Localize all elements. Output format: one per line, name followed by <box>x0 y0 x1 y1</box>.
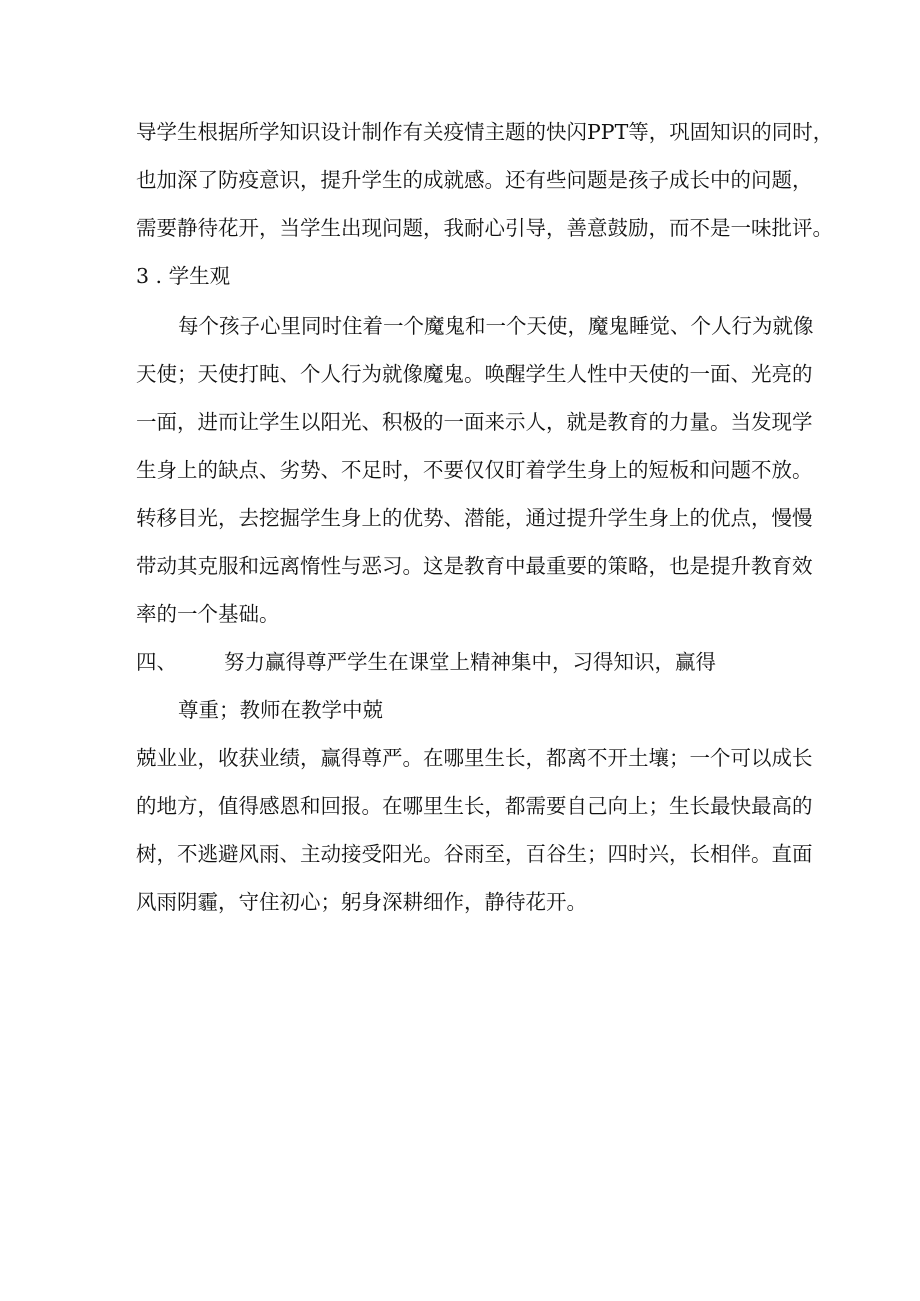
paragraph-4-line-4: 风雨阴霾，守住初心；躬身深耕细作，静待花开。 <box>136 890 587 914</box>
paragraph-1-line-3: 需要静待花开，当学生出现问题，我耐心引导，善意鼓励，而不是一味批评。 <box>136 216 833 240</box>
section-4-heading <box>136 648 716 676</box>
paragraph-1-line-2: 也加深了防疫意识，提升学生的成就感。还有些问题是孩子成长中的问题， <box>136 168 813 192</box>
paragraph-3-indented-line: 尊重；教师在教学中兢 <box>178 698 383 722</box>
paragraph-2-line-2: 天使；天使打盹、个人行为就像魔鬼。唤醒学生人性中天使的一面、光亮的 <box>136 362 813 386</box>
section-4-title: 努力赢得尊严学生在课堂上精神集中，习得知识，赢得 <box>224 650 716 674</box>
paragraph-2-line-5: 转移目光，去挖掘学生身上的优势、潜能，通过提升学生身上的优点，慢慢 <box>136 506 813 530</box>
paragraph-2-line-6: 带动其克服和远离惰性与恶习。这是教育中最重要的策略，也是提升教育效 <box>136 554 813 578</box>
paragraph-2-line-3: 一面，进而让学生以阳光、积极的一面来示人，就是教育的力量。当发现学 <box>136 410 813 434</box>
paragraph-2-line-7: 率的一个基础。 <box>136 602 280 626</box>
paragraph-2-line-1: 每个孩子心里同时住着一个魔鬼和一个天使，魔鬼睡觉、个人行为就像 <box>178 314 814 338</box>
paragraph-4-line-1: 兢业业，收获业绩，赢得尊严。在哪里生长，都离不开土壤；一个可以成长 <box>136 746 813 770</box>
paragraph-4-line-3: 树，不逃避风雨、主动接受阳光。谷雨至，百谷生；四时兴，长相伴。直面 <box>136 842 813 866</box>
paragraph-4-line-2: 的地方，值得感恩和回报。在哪里生长，都需要自己向上；生长最快最高的 <box>136 794 813 818</box>
section-4-number: 四、 <box>136 650 177 674</box>
paragraph-2-line-4: 生身上的缺点、劣势、不足时，不要仅仅盯着学生身上的短板和问题不放。 <box>136 458 813 482</box>
heading-student-view: 3 . 学生观 <box>136 264 231 288</box>
paragraph-1-line-1: 导学生根据所学知识设计制作有关疫情主题的快闪PPT等，巩固知识的同时， <box>136 120 834 144</box>
